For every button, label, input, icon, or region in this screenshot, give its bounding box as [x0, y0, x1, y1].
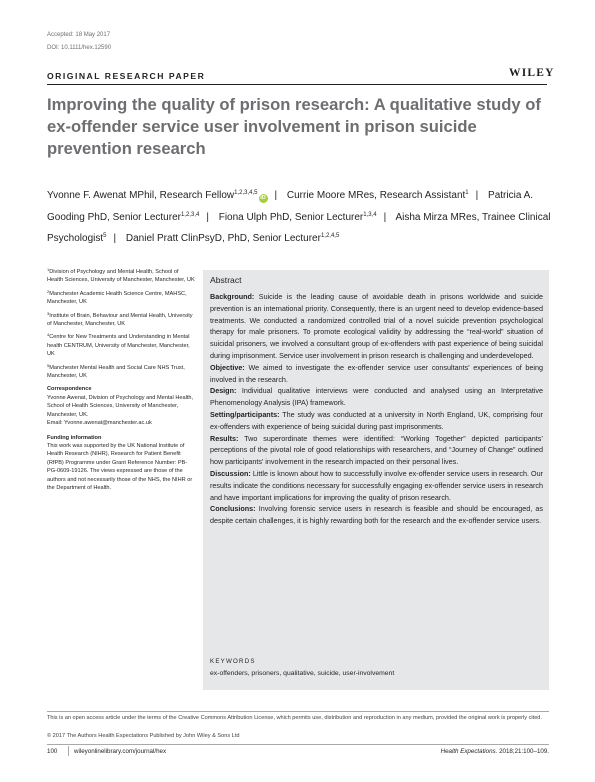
abstract-section [210, 385, 543, 409]
author-affiliation-ref: 1 [465, 190, 469, 196]
affiliation-text: Manchester Mental Health and Social Care NHS Trust, Manchester, UK [47, 364, 185, 380]
affiliation-text: Manchester Academic Health Science Centre, MAHSC, Manchester, UK [47, 290, 187, 306]
abstract-section-text: Involving forensic service users in research is feasible and should be encouraged, as despite certain challenges, it is highly rewarding both for the research and the ex-offender service users. [210, 504, 543, 526]
abstract-section-label: Objective: [210, 362, 245, 372]
footer-rule-top [47, 711, 549, 712]
abstract-section [210, 362, 543, 386]
keywords: ex-offenders, prisoners, qualitative, suicide, user-involvement [210, 670, 395, 677]
author-separator: | [113, 233, 117, 245]
abstract-section-text: The study was conducted at a university in North England, UK, comprising four ex-offenders with experience of being suicidal during past imprisonments. [210, 409, 543, 431]
abstract-section-text: Two superordinate themes were identified: “Working Together” depicted participants’ perceptions of the pivotal role of good relationships with researchers, and “Journey of Change” outlined how participants’ involvement in the research impacted on their personal lives. [210, 433, 543, 467]
author-affiliation-ref: 1,2,3,4,5 [234, 190, 258, 196]
abstract-section [210, 409, 543, 433]
section-label: ORIGINAL RESEARCH PAPER [47, 71, 206, 81]
correspondence-email[interactable]: Email: Yvonne.awenat@manchester.ac.uk [47, 420, 152, 427]
author-name: Daniel Pratt ClinPsyD, PhD, Senior Lecturer [125, 233, 321, 245]
abstract-section-label: Conclusions: [210, 504, 256, 514]
journal-name: Health Expectations. [440, 748, 498, 755]
page-number: 100 [47, 748, 58, 755]
author-name: Yvonne F. Awenat MPhil, Research Fellow [47, 190, 235, 201]
author-list [47, 185, 552, 250]
footer-divider [68, 746, 69, 756]
abstract-section-text: Suicide is the leading cause of avoidable death in prisons worldwide and suicide prevention is an international priority. Consequently, there is an urgent need to develop evidence-based treatments. We conducted a randomized controlled trial of a novel suicide prevention psychological therapy for male prisoners. To promote ecological validity by addressing the “real-world” situation of suicidal prisoners, we involved a consultant group of ex-offenders with past experience of being suicidal during imprisonment. Service user involvement in prison research is challenging and underdeveloped. [210, 292, 544, 360]
author-name: Currie Moore MRes, Research Assistant [286, 190, 466, 201]
correspondence-text: Yvonne Awenat, Division of Psychology and Mental Health, School of Health Sciences, University of Manchester, Manchester, UK. [47, 394, 194, 418]
license-text: This is an open access article under the terms of the Creative Commons Attribution License, which permits use, distribution and reproduction in any medium, provided the original work is properly cited. [47, 715, 542, 721]
funding-heading: Funding information [47, 434, 102, 441]
publisher-logo: WILEY [509, 67, 555, 79]
accepted-date: Accepted: 18 May 2017 [47, 32, 111, 38]
author-affiliation-ref: 1,2,3,4 [180, 211, 200, 218]
author-separator: | [206, 211, 209, 223]
journal-volume: 2018;21:100–109. [497, 748, 549, 755]
abstract-section [210, 291, 543, 362]
footer-rule [47, 744, 549, 745]
author-affiliation-ref: 1,3,4 [363, 211, 377, 218]
funding-information [47, 434, 195, 493]
affiliation-number: 1 [47, 267, 50, 272]
author-affiliation-ref: 5 [103, 233, 107, 240]
abstract-section-text: Little is known about how to successfully involve ex-offender service users in research. Our results indicate the conditions necessary for successfully engaging ex-offender service users in research and have important implications for improving the quality of prison research. [210, 468, 543, 502]
affiliation-item [47, 364, 195, 381]
abstract-section-label: Background: [210, 292, 255, 301]
author-separator: | [383, 211, 387, 223]
affiliation-item [47, 333, 195, 358]
abstract-body [210, 291, 543, 527]
keywords-label: KEYWORDS [210, 658, 256, 665]
abstract-section [210, 468, 543, 503]
orcid-icon[interactable]: iD [260, 195, 266, 201]
abstract-section [210, 503, 543, 527]
abstract-heading: Abstract [210, 275, 242, 285]
abstract-section-text: We aimed to investigate the ex-offender service user consultants’ experiences of being involved in the research. [210, 362, 544, 384]
affiliation-text: Institute of Brain, Behaviour and Mental Health, University of Manchester, Manchester, UK [47, 312, 193, 328]
article-title: Improving the quality of prison research: A qualitative study of ex-offender service user involvement in prison suicide prevention research [47, 95, 541, 158]
copyright: © 2017 The Authors Health Expectations Published by John Wiley & Sons Ltd [47, 733, 240, 739]
author-name: Patricia A. Gooding PhD, Senior Lecturer [47, 190, 534, 223]
abstract-section-label: Discussion: [210, 468, 251, 478]
affiliation-text: Division of Psychology and Mental Health, School of Health Sciences, University of Manchester, Manchester, UK [47, 269, 195, 284]
journal-url[interactable]: wileyonlinelibrary.com/journal/hex [74, 748, 167, 755]
author-separator: | [274, 190, 278, 201]
correspondence [47, 385, 195, 427]
affiliation-item [47, 290, 195, 307]
article-info-column [47, 268, 195, 498]
affiliations [47, 268, 195, 380]
author-separator: | [475, 190, 479, 201]
funding-text: This work was supported by the UK National Institute of Health Research (NIHR), Research for Patient Benefit (RfPB) Programme under Grant Reference Number: PB-PG-0609-19126. The views expressed are those of the authors and not necessarily those of the NHS, the NIHR or the Department of Health. [47, 442, 193, 491]
journal-citation [441, 748, 549, 755]
affiliation-text: Centre for New Treatments and Understanding in Mental health CENTRUM, University of Manchester, Manchester, UK [47, 334, 190, 358]
header-rule [47, 84, 547, 85]
abstract-box [203, 270, 549, 690]
affiliation-number: 3 [47, 310, 50, 316]
affiliation-item [47, 312, 195, 329]
doi: DOI: 10.1111/hex.12590 [47, 45, 112, 51]
author-name: Fiona Ulph PhD, Senior Lecturer [218, 211, 364, 223]
author-affiliation-ref: 1,2,4,5 [320, 233, 340, 240]
affiliation-number: 2 [47, 288, 50, 294]
abstract-section [210, 433, 543, 468]
abstract-section-label: Results: [210, 433, 239, 443]
abstract-section-label: Design: [210, 386, 237, 396]
correspondence-heading: Correspondence [47, 386, 92, 393]
affiliation-number: 4 [47, 332, 50, 338]
author-name: Aisha Mirza MRes, Trainee Clinical Psychologist [47, 211, 551, 245]
affiliation-item [47, 268, 195, 285]
affiliation-number: 5 [47, 362, 50, 368]
abstract-section-text: Individual qualitative interviews were conducted and analysed using an Interpretative Phenomenology Analysis (IPA) framework. [210, 386, 544, 408]
abstract-section-label: Setting/participants: [210, 409, 280, 419]
